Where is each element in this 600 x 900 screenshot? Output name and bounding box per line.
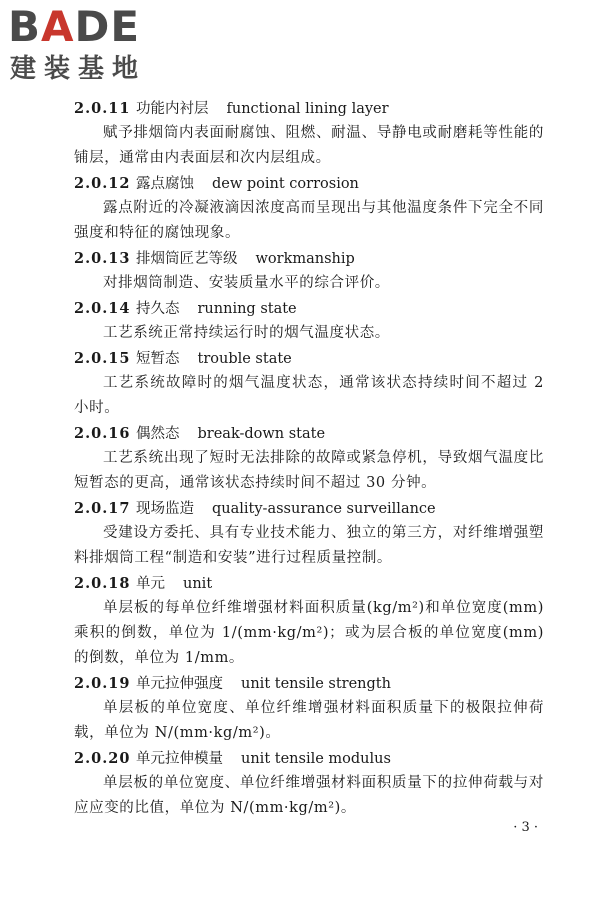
term-number: 2.0.11 (74, 100, 131, 117)
definition-line: (mm)乘积的倒数，单位为 1/(mm·kg/m²)；或为层合板的单位 (74, 600, 544, 641)
term-number: 2.0.18 (74, 575, 131, 592)
term-heading (74, 246, 544, 271)
term-heading (74, 421, 544, 446)
definition-line: 全不同强度和特征的腐蚀现象。 (74, 200, 544, 241)
definition-line: 过 2 小时。 (74, 375, 544, 416)
term-definition (74, 596, 544, 671)
term-chinese: 现场监造 (136, 501, 194, 517)
term-number: 2.0.20 (74, 750, 131, 767)
definition-line: 强塑料排烟筒工程“制造和安装”进行过程质量控制。 (74, 525, 544, 566)
term-definition (74, 121, 544, 171)
term-number: 2.0.14 (74, 300, 131, 317)
term-chinese: 单元拉伸强度 (136, 676, 223, 692)
definition-line: 对排烟筒制造、安装质量水平的综合评价。 (103, 275, 390, 291)
term-number: 2.0.12 (74, 175, 131, 192)
term-number: 2.0.19 (74, 675, 131, 692)
definition-line: 工艺系统故障时的烟气温度状态，通常该状态持续时间不超 (103, 375, 513, 391)
term-chinese: 短暂态 (136, 351, 180, 367)
term-chinese: 露点腐蚀 (136, 176, 194, 192)
definition-line: 单层板的单位宽度、单位纤维增强材料面积质量下的拉伸荷 (103, 775, 499, 791)
definition-line: 单层板的单位宽度、单位纤维增强材料面积质量下的极限拉 (103, 700, 514, 716)
term-heading (74, 571, 544, 596)
term-english: functional lining layer (226, 101, 389, 117)
logo-subtitle: 建装基地 (10, 54, 147, 84)
term-number: 2.0.13 (74, 250, 131, 267)
definition-line: 单层板的每单位纤维增强材料面积质量(kg/m²)和单位宽度 (103, 600, 503, 616)
term-english: break-down state (197, 426, 326, 442)
term-chinese: 偶然态 (136, 426, 180, 442)
term-heading (74, 346, 544, 371)
term-english: trouble state (197, 351, 292, 367)
definition-line: 载与对应应变的比值，单位为 N/(mm·kg/m²)。 (74, 775, 544, 816)
definition-line: 工艺系统正常持续运行时的烟气温度状态。 (103, 325, 390, 341)
definition-line: 工艺系统出现了短时无法排除的故障或紧急停机，导致烟气 (103, 450, 499, 466)
term-heading (74, 671, 544, 696)
term-chinese: 单元拉伸模量 (136, 751, 223, 767)
term-definition (74, 521, 544, 571)
term-number: 2.0.16 (74, 425, 131, 442)
definition-line: 宽度(mm)的倒数，单位为 1/mm。 (74, 625, 544, 666)
term-definition (74, 196, 544, 246)
term-english: unit (183, 576, 213, 592)
term-definition (74, 271, 544, 296)
logo-wordmark: BADE (8, 2, 141, 51)
definition-line: 温度比短暂态的更高，通常该状态持续时间不超过 30 分钟。 (74, 450, 544, 491)
term-english: dew point corrosion (212, 176, 359, 192)
term-definition (74, 371, 544, 421)
term-english: workmanship (255, 251, 355, 267)
page-number: · 3 · (513, 820, 538, 835)
term-definition (74, 696, 544, 746)
term-chinese: 排烟筒匠艺等级 (136, 251, 238, 267)
definition-line: 伸荷载，单位为 N/(mm·kg/m²)。 (74, 700, 544, 741)
term-definition (74, 771, 544, 821)
term-heading (74, 746, 544, 771)
logo-accent-letter: A (41, 2, 75, 51)
definition-line: 露点附近的冷凝液滴因浓度高而呈现出与其他温度条件下完 (103, 200, 499, 216)
term-chinese: 功能内衬层 (136, 101, 209, 117)
terms-section (74, 96, 544, 821)
term-english: running state (197, 301, 297, 317)
term-definition (74, 321, 544, 346)
term-heading (74, 96, 544, 121)
bade-logo (8, 4, 178, 90)
term-english: unit tensile strength (241, 676, 391, 692)
term-definition (74, 446, 544, 496)
definition-line: 能的铺层，通常由内表面层和次内层组成。 (74, 125, 544, 166)
term-heading (74, 296, 544, 321)
term-english: unit tensile modulus (241, 751, 391, 767)
term-heading (74, 171, 544, 196)
definition-line: 赋予排烟筒内表面耐腐蚀、阻燃、耐温、导静电或耐磨耗等性 (103, 125, 514, 141)
definition-line: 受建设方委托、具有专业技术能力、独立的第三方，对纤维增 (103, 525, 514, 541)
term-number: 2.0.17 (74, 500, 131, 517)
term-chinese: 持久态 (136, 301, 180, 317)
term-english: quality-assurance surveillance (212, 501, 436, 517)
term-number: 2.0.15 (74, 350, 131, 367)
term-chinese: 单元 (136, 576, 165, 592)
term-heading (74, 496, 544, 521)
